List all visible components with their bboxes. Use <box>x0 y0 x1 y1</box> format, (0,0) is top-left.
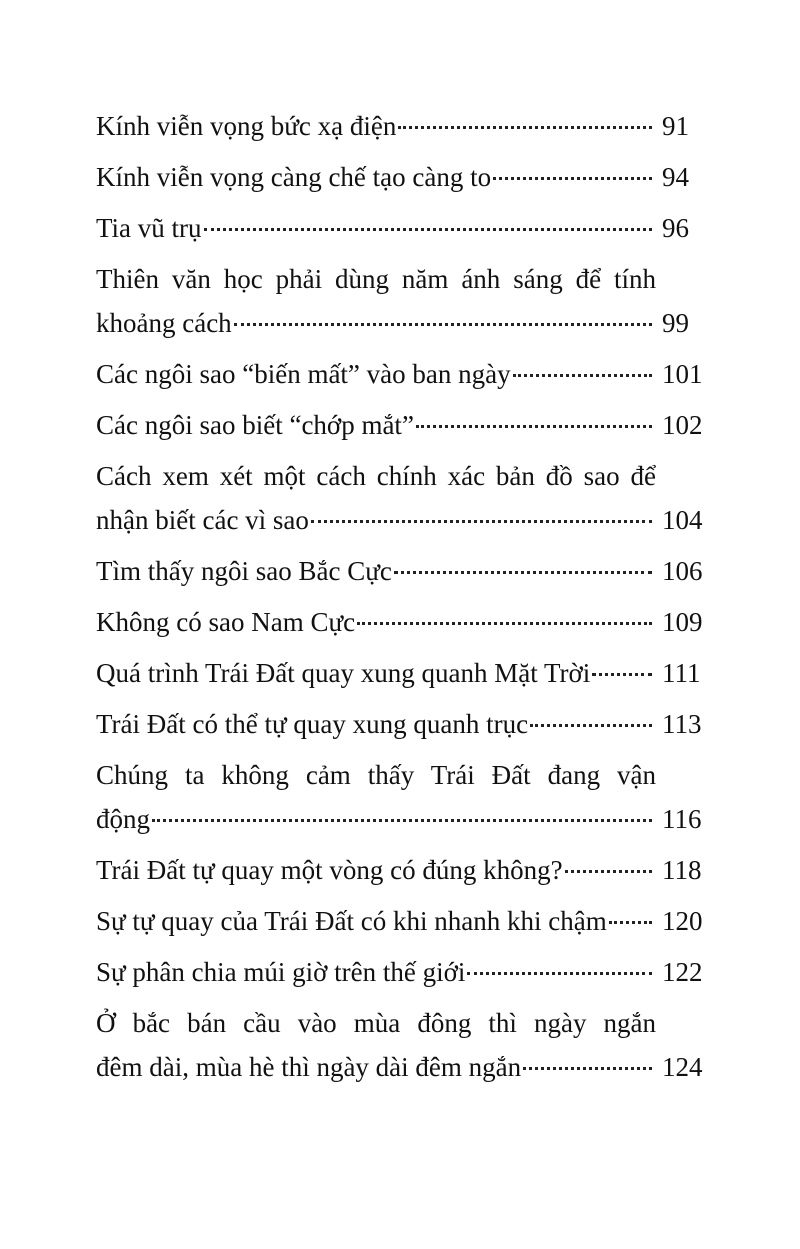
toc-entry-title: khoảng cách <box>96 308 232 338</box>
toc-entry-title: Quá trình Trái Đất quay xung quanh Mặt Trời <box>96 658 591 688</box>
toc-entry-title: Tìm thấy ngôi sao Bắc Cực <box>96 556 392 586</box>
toc-entry-page: 109 <box>662 607 703 637</box>
toc-entry-line <box>96 848 708 892</box>
toc-entry-page: 118 <box>662 855 702 885</box>
toc-entry-title: đêm dài, mùa hè thì ngày dài đêm ngắn <box>96 1052 522 1082</box>
toc-entry-title: Không có sao Nam Cực <box>96 607 356 637</box>
toc-entry-title: nhận biết các vì sao <box>96 505 309 535</box>
dot-leader <box>416 425 652 428</box>
toc-entry[interactable] <box>96 206 708 250</box>
toc-entry-line <box>96 301 708 345</box>
toc-entry[interactable] <box>96 899 708 943</box>
toc-entry-page: 96 <box>662 213 689 243</box>
toc-entry-line <box>96 797 708 841</box>
toc-entry-line <box>96 403 708 447</box>
toc-entry[interactable] <box>96 352 708 396</box>
dot-leader <box>398 126 652 129</box>
toc-entry-title: Kính viễn vọng càng chế tạo càng to <box>96 162 492 192</box>
dot-leader <box>394 571 652 574</box>
toc-entry-line <box>96 899 708 943</box>
toc-entry-title: động <box>96 804 150 834</box>
toc-entry-page: 94 <box>662 162 689 192</box>
dot-leader <box>493 177 652 180</box>
toc-entry[interactable] <box>96 549 708 593</box>
toc-entry-page: 120 <box>662 906 703 936</box>
dot-leader <box>609 921 652 924</box>
toc-entry-title: Trái Đất có thể tự quay xung quanh trục <box>96 709 529 739</box>
toc-entry-line <box>96 950 708 994</box>
toc-entry-title: Các ngôi sao biết “chớp mắt” <box>96 410 414 440</box>
dot-leader <box>311 520 652 523</box>
toc-entry[interactable] <box>96 257 708 345</box>
toc-entry-line <box>96 549 708 593</box>
toc-entry-line <box>96 104 708 148</box>
toc-entry[interactable] <box>96 753 708 841</box>
toc-entry-line <box>96 1045 708 1089</box>
toc-entry-page: 116 <box>662 804 702 834</box>
toc-entry-line <box>96 206 708 250</box>
toc-entry[interactable] <box>96 651 708 695</box>
toc-entry[interactable] <box>96 403 708 447</box>
dot-leader <box>565 870 652 873</box>
toc-entry-page: 106 <box>662 556 703 586</box>
toc-entry-page: 111 <box>662 658 701 688</box>
toc-entry-page: 124 <box>662 1052 703 1082</box>
toc-entry-line <box>96 498 708 542</box>
dot-leader <box>523 1067 652 1070</box>
toc-entry-page: 113 <box>662 709 702 739</box>
toc-entry-title: Sự tự quay của Trái Đất có khi nhanh khi chậm <box>96 906 607 936</box>
toc-entry-title: Trái Đất tự quay một vòng có đúng không? <box>96 855 563 885</box>
dot-leader <box>357 622 652 625</box>
toc-entry-line <box>96 352 708 396</box>
toc-entry-line <box>96 155 708 199</box>
dot-leader <box>204 228 652 231</box>
table-of-contents <box>96 104 708 1096</box>
toc-entry-title-line1: Thiên văn học phải dùng năm ánh sáng để tính <box>96 264 656 294</box>
toc-entry[interactable] <box>96 155 708 199</box>
toc-entry[interactable] <box>96 1001 708 1089</box>
toc-entry-title-line1: Chúng ta không cảm thấy Trái Đất đang vận <box>96 760 656 790</box>
toc-entry-line <box>96 651 708 695</box>
toc-entry-title: Các ngôi sao “biến mất” vào ban ngày <box>96 359 511 389</box>
toc-entry-page: 91 <box>662 111 689 141</box>
toc-entry-page: 104 <box>662 505 703 535</box>
dot-leader <box>152 819 652 822</box>
dot-leader <box>530 724 652 727</box>
toc-entry-line <box>96 702 708 746</box>
toc-entry-page: 99 <box>662 308 689 338</box>
toc-entry-title-line1: Ở bắc bán cầu vào mùa đông thì ngày ngắn <box>96 1008 656 1038</box>
toc-entry-title: Sự phân chia múi giờ trên thế giới <box>96 957 466 987</box>
toc-entry[interactable] <box>96 454 708 542</box>
toc-entry-title-line1: Cách xem xét một cách chính xác bản đồ sao để <box>96 461 656 491</box>
dot-leader <box>592 673 652 676</box>
toc-entry-page: 102 <box>662 410 703 440</box>
toc-entry-title: Tia vũ trụ <box>96 213 202 243</box>
toc-entry-line <box>96 600 708 644</box>
toc-entry[interactable] <box>96 950 708 994</box>
toc-entry-page: 101 <box>662 359 703 389</box>
toc-entry[interactable] <box>96 104 708 148</box>
dot-leader <box>513 374 652 377</box>
dot-leader <box>234 323 652 326</box>
toc-entry[interactable] <box>96 702 708 746</box>
dot-leader <box>467 972 652 975</box>
toc-entry-title: Kính viễn vọng bức xạ điện <box>96 111 397 141</box>
toc-entry-page: 122 <box>662 957 703 987</box>
toc-entry[interactable] <box>96 600 708 644</box>
toc-entry[interactable] <box>96 848 708 892</box>
